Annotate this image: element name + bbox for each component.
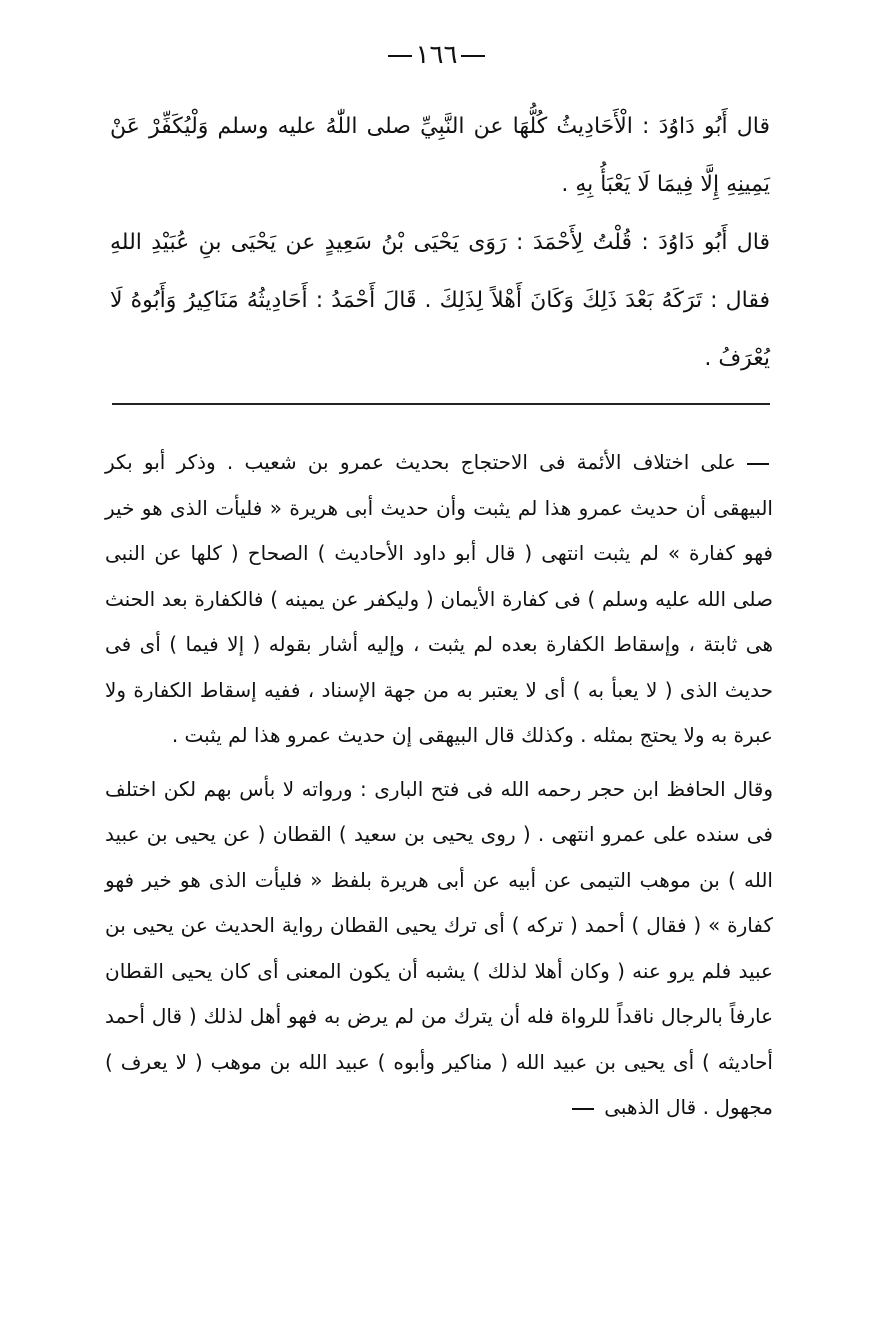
continuation-dash-start xyxy=(747,463,769,465)
page-number-text: ١٦٦ xyxy=(415,40,458,70)
continuation-dash-end xyxy=(572,1108,594,1110)
main-paragraph-2: قال أَبُو دَاوُدَ : قُلْتُ لِأَحْمَدَ : رَوَى يَحْيَى بْنُ سَعِيدٍ عن يَحْيَى بنِ عُبَيْدِ اللهِ فقال : تَرَكَهُ بَعْدَ ذَلِكَ وَكَانَ أَهْلاً لِذَلِكَ . قَالَ أَحْمَدُ : أَحَادِيثُهُ مَنَاكِيرُ وَأَبُوهُ لَا يُعْرَفُ . xyxy=(110,230,770,371)
commentary-paragraph-2-text: وقال الحافظ ابن حجر رحمه الله فى فتح البارى : ورواته لا بأس بهم لكن اختلف فى سنده على عمرو انتهى . ( روى يحيى بن سعيد ) القطان ( عن يحيى بن عبيد الله ) بن موهب التيمى عن أبيه عن أبى هريرة بلفظ « فليأت الذى هو خير فهو كفارة » ( فقال ) أحمد ( تركه ) أى ترك يحيى القطان رواية الحديث عن يحيى بن عبيد فلم يرو عنه ( وكان أهلا لذلك ) يشبه أن يكون المعنى أى كان يحيى القطان عارفاً بالرجال ناقداً للرواة فله أن يترك من لم يرض به فهو أهل لذلك ( قال أحمد أحاديثه ) أى يحيى بن عبيد الله ( مناكير وأبوه ) عبيد الله بن موهب ( لا يعرف ) مجهول . قال الذهبى xyxy=(105,776,773,1119)
page-number-dash-left xyxy=(388,55,412,57)
commentary-block xyxy=(105,440,773,1131)
page-number-dash-right xyxy=(461,55,485,57)
commentary-paragraph-1-text: على اختلاف الأئمة فى الاحتجاج بحديث عمرو بن شعيب . وذكر أبو بكر البيهقى أن حديث عمرو هذا لم يثبت وأن حديث أبى هريرة « فليأت الذى هو خير فهو كفارة » لم يثبت انتهى ( قال أبو داود الأحاديث ) الصحاح ( كلها عن النبى صلى الله عليه وسلم ) فى كفارة الأيمان ( وليكفر عن يمينه ) فالكفارة بعد الحنث هى ثابتة ، وإسقاط الكفارة بعده لم يثبت ، وإليه أشار بقوله ( إلا فيما ) أى فى حديث الذى ( لا يعبأ به ) أى لا يعتبر به من جهة الإسناد ، ففيه إسقاط الكفارة ولا عبرة به ولا يحتج بمثله . وكذلك قال البيهقى إن حديث عمرو هذا لم يثبت . xyxy=(105,450,773,747)
footnote-divider xyxy=(112,403,770,405)
commentary-paragraph-2 xyxy=(105,767,773,1131)
commentary-paragraph-1 xyxy=(105,440,773,759)
main-text-block xyxy=(110,98,770,388)
main-paragraph-1: قال أَبُو دَاوُدَ : الْأَحَادِيثُ كُلُّهَا عن النَّبِيِّ صلى اللّٰهُ عليه وسلم وَلْيُكَفِّرْ عَنْ يَمِينِهِ إِلَّا فِيمَا لَا يَعْبَأُ بِهِ . xyxy=(110,114,770,197)
page-number xyxy=(0,40,873,70)
